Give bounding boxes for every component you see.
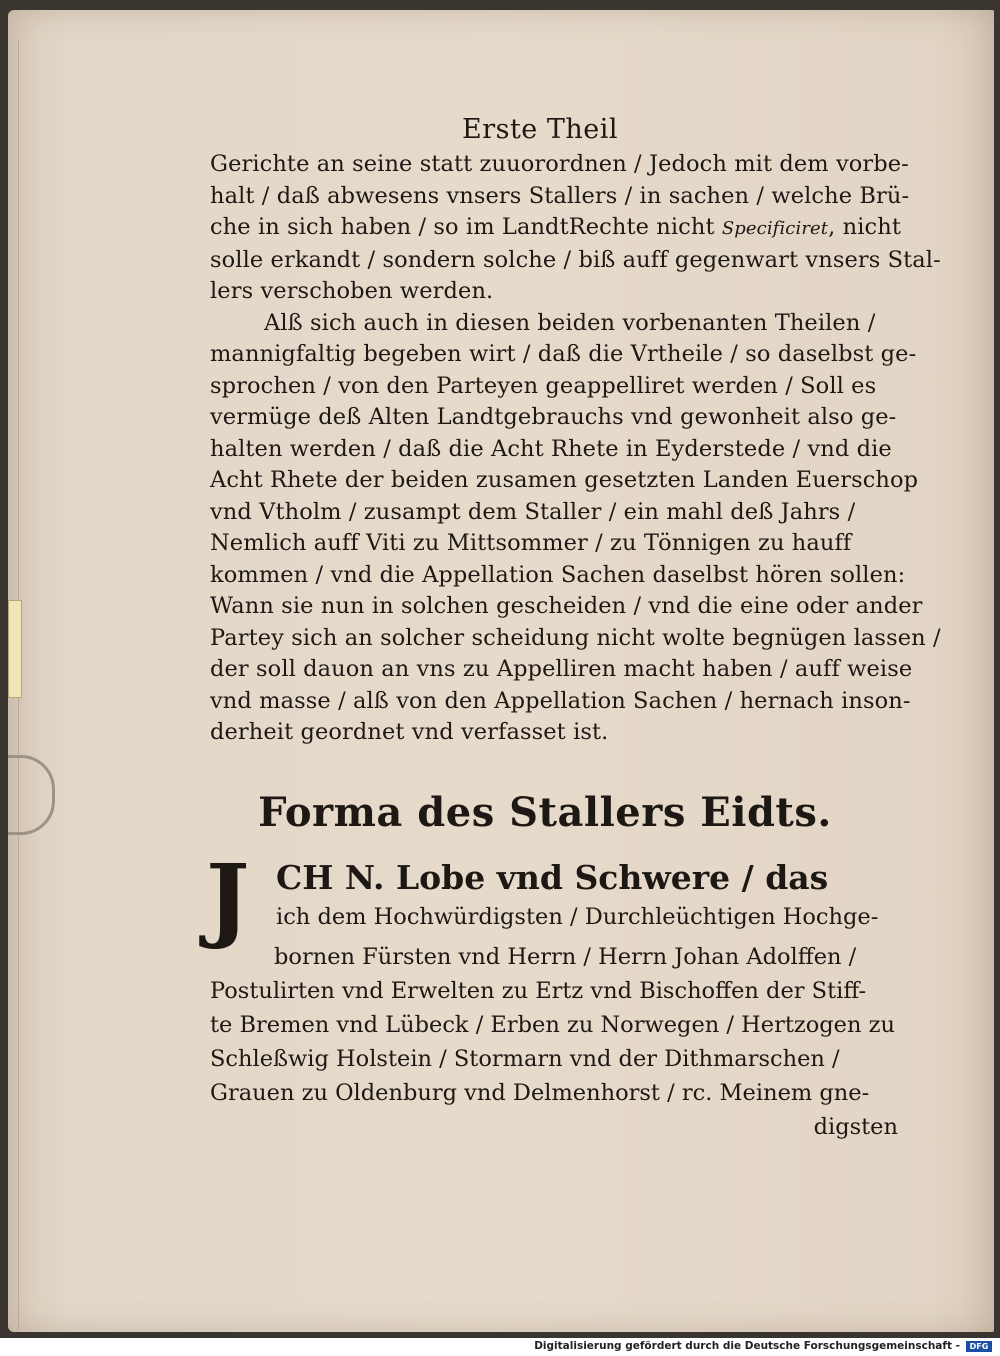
text-line: bornen Fürsten vnd Herrn / Herrn Johan Adolffen / [274,943,857,970]
section-heading: Forma des Stallers Eidts. [258,788,832,836]
text-line [210,212,910,245]
digitization-footer [0,1338,1000,1356]
text-line: Nemlich auff Viti zu Mittsommer / zu Tönnigen zu hauff [210,530,852,556]
text-line: mannigfaltig begeben wirt / daß die Vrtheile / so daselbst ge- [210,341,917,367]
text-line: derheit geordnet vnd verfasset ist. [210,719,609,745]
text-line: Acht Rhete der beiden zusamen gesetzten Landen Euerschop [210,467,919,493]
oath-first-line: CH N. Lobe vnd Schwere / das [276,857,829,897]
text-line: vnd Vtholm / zusampt dem Staller / ein mahl deß Jahrs / [210,498,856,525]
text-line: sprochen / von den Parteyen geappelliret werden / Soll es [210,372,877,399]
paragraph-2 [210,308,941,749]
funding-notice: Digitalisierung gefördert durch die Deutsche Forschungsgemeinschaft - [534,1340,960,1352]
drop-cap: J [206,843,250,952]
oath-opening [206,843,910,952]
text-line: vnd masse / alß von den Appellation Sachen / hernach inson- [210,687,911,714]
page-tab-marker [8,600,22,698]
oath-opening-lines [276,856,878,934]
text-line: Alß sich auch in diesen beiden vorbenanten Theilen / [264,309,876,336]
dfg-logo[interactable]: DFG [966,1341,992,1352]
text-line: Wann sie nun in solchen gescheiden / vnd die eine oder ander [210,593,923,619]
text-line: kommen / vnd die Appellation Sachen daselbst hören sollen: [210,561,906,588]
text-line: Gerichte an seine statt zuuorordnen / Jedoch mit dem vorbe- [210,151,909,177]
text-line: halten werden / daß die Acht Rhete in Eyderstede / vnd die [210,435,892,462]
text-span: , nicht [828,214,901,240]
text-line: halt / daß abwesens vnsers Stallers / in sachen / welche Brü- [210,182,910,209]
text-line: Grauen zu Oldenburg vnd Delmenhorst / rc. Meinem gne- [210,1079,870,1106]
text-line: solle erkandt / sondern solche / biß auff gegenwart vnsers Stal- [210,246,941,273]
paragraph-1 [210,149,941,308]
text-line: te Bremen vnd Lübeck / Erben zu Norwegen / Hertzogen zu [210,1011,895,1038]
text-line: Schleßwig Holstein / Stormarn vnd der Dithmarschen / [210,1045,840,1072]
latin-word: Specificiret [721,218,829,239]
text-line: lers verschoben werden. [210,278,494,304]
catchword: digsten [813,1113,898,1140]
page-text [206,108,941,1144]
oath-text [206,843,910,1144]
text-line: vermüge deß Alten Landtgebrauchs vnd gewonheit also ge- [210,404,897,430]
text-line: Postulirten vnd Erwelten zu Ertz vnd Bischoffen der Stiff- [210,977,867,1004]
text-span: che in sich haben / so im LandtRechte nicht [210,214,722,240]
running-head: Erste Theil [461,114,619,145]
text-line: der soll dauon an vns zu Appelliren macht haben / auff weise [210,656,913,682]
paper-clip [8,755,55,835]
oath-second-line: ich dem Hochwürdigsten / Durchleüchtigen Hochge- [276,903,879,930]
text-line: Partey sich an solcher scheidung nicht wolte begnügen lassen / [210,624,941,651]
